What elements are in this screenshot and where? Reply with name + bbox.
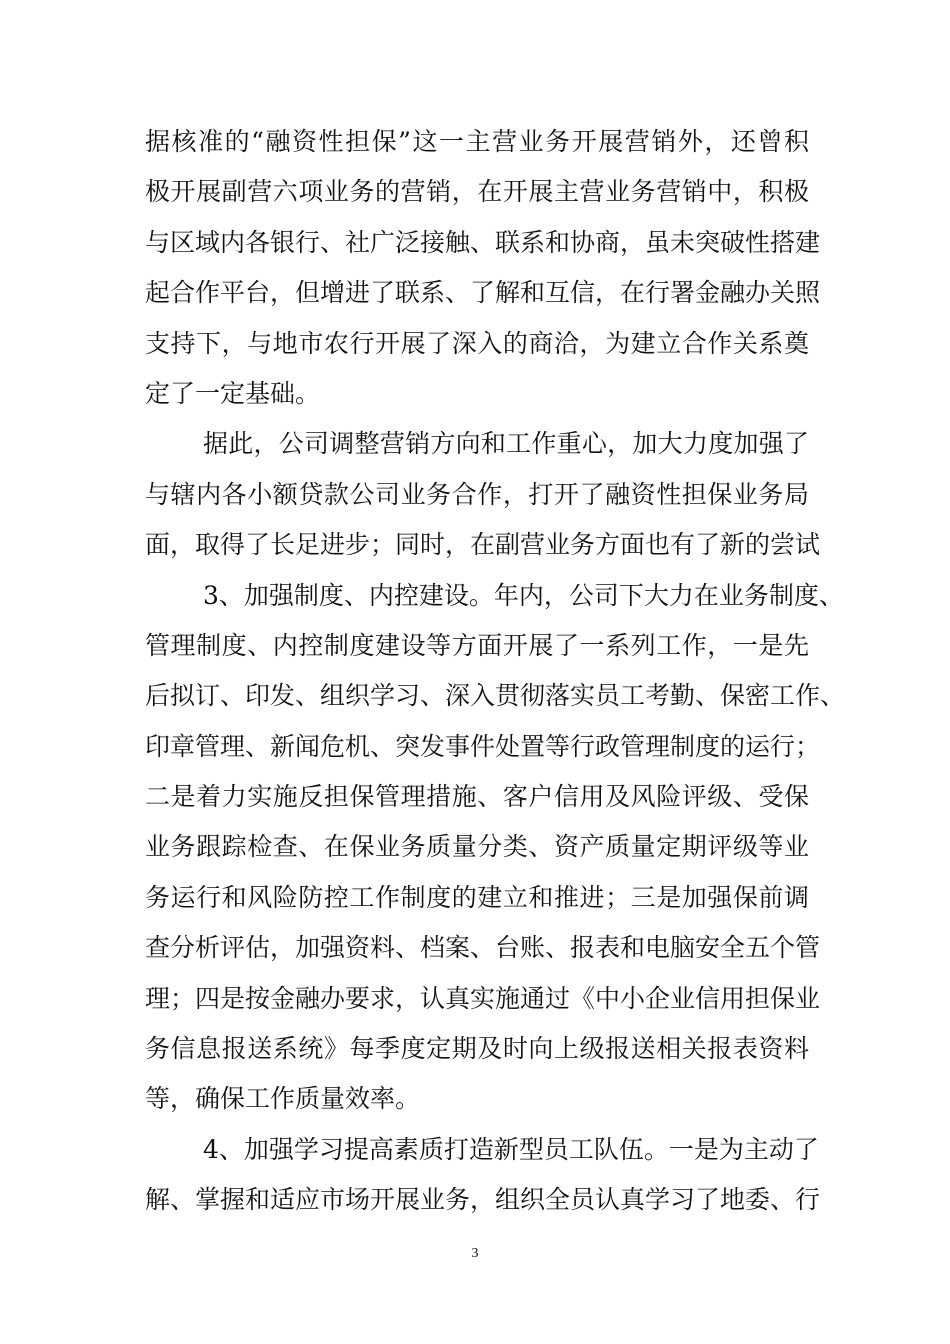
- body-text: [145, 117, 846, 1226]
- text-line: 支持下，与地市农行开展了深入的商洽，为建立合作关系奠: [145, 328, 809, 358]
- text-line: 等，确保工作质量效率。: [145, 1084, 421, 1114]
- text-line: 管理制度、内控制度建设等方面开展了一系列工作，一是先: [145, 630, 809, 660]
- text-line: 查分析评估，加强资料、档案、台账、报表和电脑安全五个管: [145, 933, 821, 963]
- text-line: 与区域内各银行、社广泛接触、联系和协商，虽未突破性搭建: [145, 227, 821, 257]
- text-line: 面，取得了长足进步；同时，在副营业务方面也有了新的尝试: [145, 530, 821, 560]
- text-line: 二是着力实施反担保管理措施、客户信用及风险评级、受保: [145, 782, 809, 812]
- page-number: 3: [471, 1246, 479, 1261]
- text-line: 理；四是按金融办要求，认真实施通过《中小企业信用担保业: [145, 983, 821, 1013]
- text-line: 印章管理、新闻危机、突发事件处置等行政管理制度的运行；: [145, 731, 821, 761]
- text-line: 后拟订、印发、组织学习、深入贯彻落实员工考勤、保密工作、: [145, 681, 846, 711]
- section-4-heading-line: 4、加强学习提高素质打造新型员工队伍。一是为主动了: [203, 1134, 819, 1164]
- text-line: 据核准的“融资性担保”这一主营业务开展营销外，还曾积: [145, 127, 809, 156]
- text-line: 务信息报送系统》每季度定期及时向上级报送相关报表资料: [145, 1034, 809, 1064]
- text-line: 业务跟踪检查、在保业务质量分类、资产质量定期评级等业: [145, 832, 809, 862]
- text-line: 定了一定基础。: [145, 378, 321, 408]
- text-line: 务运行和风险防控工作制度的建立和推进；三是加强保前调: [145, 882, 809, 912]
- text-line: 与辖内各小额贷款公司业务合作，打开了融资性担保业务局: [145, 479, 809, 509]
- section-3-heading-line: 3、加强制度、内控建设。年内，公司下大力在业务制度、: [203, 580, 844, 610]
- text-line: 极开展副营六项业务的营销，在开展主营业务营销中，积极: [145, 177, 809, 207]
- paragraph-start-line: 据此，公司调整营销方向和工作重心，加大力度加强了: [203, 429, 809, 459]
- text-line: 解、掌握和适应市场开展业务，组织全员认真学习了地委、行: [145, 1185, 821, 1215]
- text-line: 起合作平台，但增进了联系、了解和互信，在行署金融办关照: [145, 278, 821, 308]
